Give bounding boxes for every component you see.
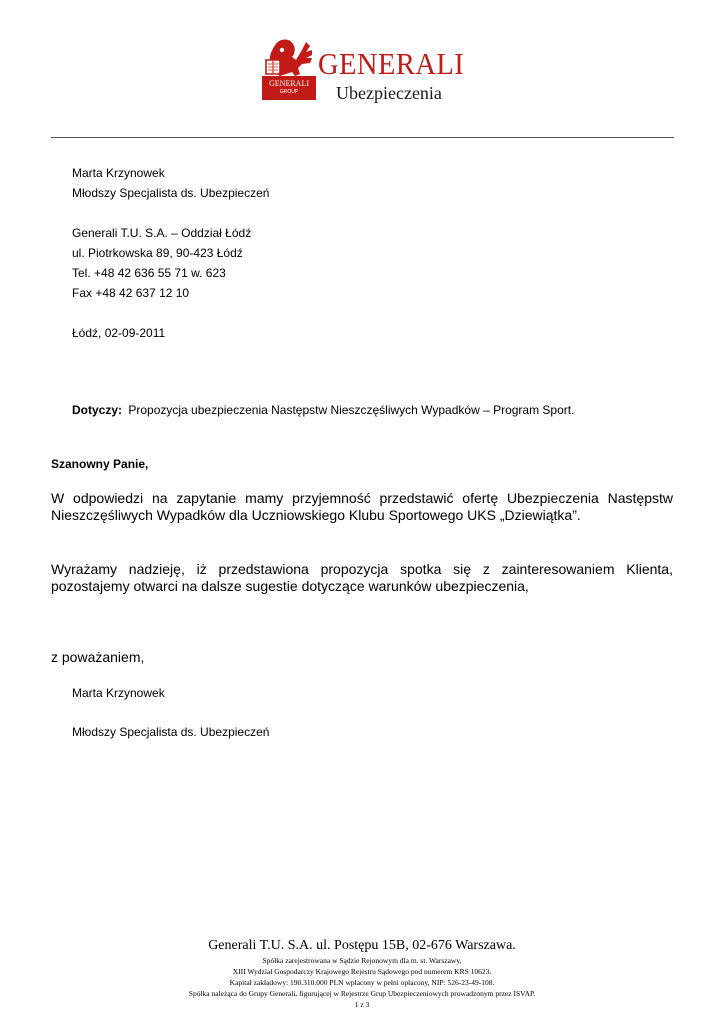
brand-subtitle: Ubezpieczenia [336,83,442,103]
subject-line [72,403,574,417]
place-date: Łódź, 02-09-2011 [72,326,166,340]
salutation: Szanowny Panie, [51,457,149,471]
closing: z poważaniem, [51,649,145,665]
sender-address: ul. Piotrkowska 89, 90-423 Łódź [72,246,243,260]
logo-badge-text: GENERALI [269,79,309,88]
page-number: 1 z 3 [354,1000,370,1009]
signature-position: Młodszy Specjalista ds. Ubezpieczeń [72,725,270,739]
sender-name: Marta Krzynowek [72,166,165,180]
subject-label: Dotyczy: [72,403,123,417]
footer-group-note: Spółka należąca do Grupy Generali, figurującej w Rejestrze Grup Ubezpieczeniowych prowadzonym przez ISVAP. [188,989,536,998]
paragraph-hope: Wyrażamy nadzieję, iż przedstawiona propozycja spotka się z zainteresowaniem Klienta, pozostajemy otwarci na dalsze sugestie dotyczące warunków ubezpieczenia, [51,561,673,594]
sender-phone: Tel. +48 42 636 55 71 w. 623 [72,266,226,280]
footer-capital: Kapitał zakładowy: 190.310.000 PLN wpłacony w pełni opłacony, NIP: 526-23-49-108. [229,978,495,987]
footer-registration: Spółka zarejestrowana w Sądzie Rejonowym dla m. st. Warszawy, [262,956,462,965]
header-divider [51,137,674,138]
footer-company-address: Generali T.U. S.A. ul. Postępu 15B, 02-676 Warszawa. [208,938,516,953]
sender-company: Generali T.U. S.A. – Oddział Łódź [72,226,252,240]
brand-name: GENERALI [318,46,465,81]
subject-text: Propozycja ubezpieczenia Następstw Nieszczęśliwych Wypadków – Program Sport. [128,403,575,417]
signature-name: Marta Krzynowek [72,686,165,700]
sender-position: Młodszy Specjalista ds. Ubezpieczeń [72,186,270,200]
logo-badge-subtext: GROUP [279,89,299,95]
generali-logo [262,38,472,108]
paragraph-offer: W odpowiedzi na zapytanie mamy przyjemność przedstawić ofertę Ubezpieczenia Następstw Nieszczęśliwych Wypadków dla Uczniowskiego Klubu Sportowego UKS „Dziewiątka”. [51,490,673,523]
footer-krs: XIII Wydział Gospodarczy Krajowego Rejestru Sądowego pod numerem KRS 10623. [232,967,492,976]
sender-fax: Fax +48 42 637 12 10 [72,286,190,300]
